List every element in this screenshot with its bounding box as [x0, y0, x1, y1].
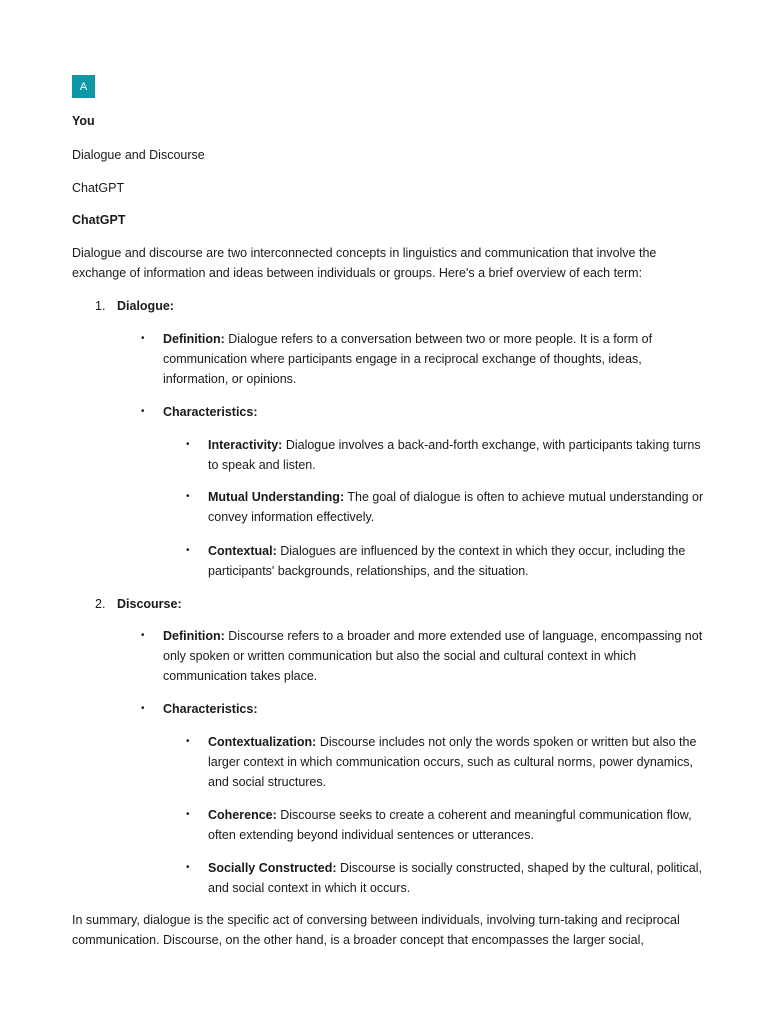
avatar-letter: A — [79, 80, 88, 93]
item-term: Socially Constructed: — [208, 861, 337, 875]
definition-term: Definition: — [163, 332, 225, 346]
bullet: • — [186, 809, 190, 820]
summary-paragraph: In summary, dialogue is the specific act of conversing between individuals, involving turn-taking and reciprocal communication. Discourse, on the other hand, is a broader concept that encompasses the larger social, — [72, 913, 680, 947]
section-title-dialogue: Dialogue: — [117, 299, 174, 313]
bullet: • — [141, 406, 145, 417]
item-term: Mutual Understanding: — [208, 490, 345, 504]
list-item — [208, 487, 708, 527]
item-text: Dialogue involves a back-and-forth exchange, with participants taking turns to speak and listen. — [208, 438, 701, 472]
assistant-label-bold: ChatGPT — [72, 213, 126, 227]
item-term: Contextual: — [208, 544, 277, 558]
user-label: You — [72, 114, 95, 128]
dialogue-characteristics-label: Characteristics: — [163, 405, 258, 419]
item-text: Discourse is socially constructed, shaped by the cultural, political, and social context in which it occurs. — [208, 861, 702, 895]
list-number: 2. — [95, 597, 106, 611]
list-item — [208, 858, 708, 898]
dialogue-definition — [163, 329, 703, 389]
item-text: Discourse includes not only the words spoken or written but also the larger context in which communication occurs, such as cultural norms, power dynamics, and social structures. — [208, 735, 697, 789]
section-title-discourse: Discourse: — [117, 597, 182, 611]
list-number: 1. — [95, 299, 106, 313]
definition-text: Discourse refers to a broader and more extended use of language, encompassing not only spoken or written communication but also the social and cultural context in which communication takes place. — [163, 629, 703, 683]
bullet: • — [186, 491, 190, 502]
item-text: Discourse seeks to create a coherent and meaningful communication flow, often extending beyond individual sentences or utterances. — [208, 808, 692, 842]
bullet: • — [141, 703, 145, 714]
bullet: • — [186, 862, 190, 873]
bullet: • — [186, 545, 190, 556]
user-prompt: Dialogue and Discourse — [72, 148, 205, 162]
list-item — [208, 435, 708, 475]
assistant-label-plain: ChatGPT — [72, 181, 125, 195]
list-item — [208, 805, 708, 845]
user-avatar — [72, 75, 95, 98]
intro-paragraph: Dialogue and discourse are two interconnected concepts in linguistics and communication that involve the exchange of information and ideas between individuals or groups. Here's a brief overview of each term: — [72, 246, 657, 280]
list-item — [208, 732, 708, 792]
definition-text: Dialogue refers to a conversation between two or more people. It is a form of communication where participants engage in a reciprocal exchange of thoughts, ideas, information, or opinions. — [163, 332, 653, 386]
item-text: The goal of dialogue is often to achieve mutual understanding or convey information effectively. — [208, 490, 704, 524]
item-term: Interactivity: — [208, 438, 283, 452]
definition-term: Definition: — [163, 629, 225, 643]
discourse-definition — [163, 626, 703, 686]
bullet: • — [186, 736, 190, 747]
bullet: • — [141, 630, 145, 641]
list-item — [208, 541, 708, 581]
item-term: Contextualization: — [208, 735, 317, 749]
item-text: Dialogues are influenced by the context in which they occur, including the participants' backgrounds, relationships, and the situation. — [208, 544, 686, 578]
discourse-characteristics-label: Characteristics: — [163, 702, 258, 716]
bullet: • — [186, 439, 190, 450]
item-term: Coherence: — [208, 808, 277, 822]
bullet: • — [141, 333, 145, 344]
